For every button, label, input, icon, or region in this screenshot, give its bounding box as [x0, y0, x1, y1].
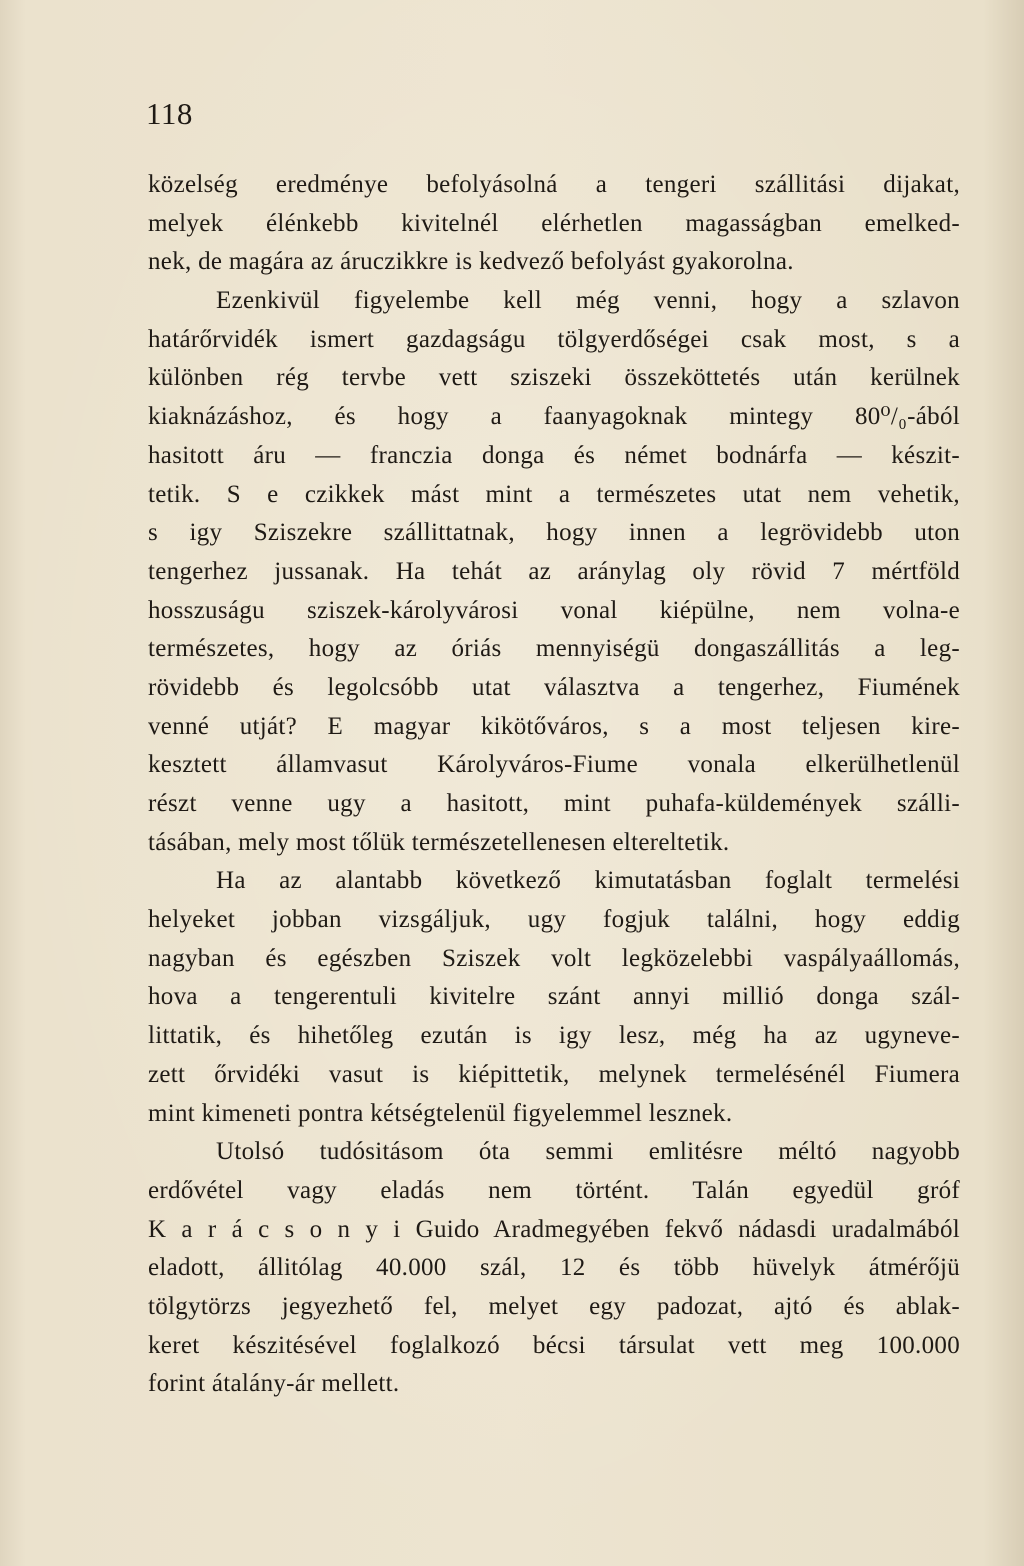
- text-line: nek, de magára az áruczikkre is kedvező befolyást gyakorolna.: [148, 248, 794, 276]
- text-line: venné utját? E magyar kikötőváros, s a most teljesen kire-: [148, 712, 960, 740]
- text-line: K a r á c s o n y i Guido Aradmegyében fekvő nádasdi uradalmából: [148, 1215, 960, 1243]
- text-line: tetik. S e czikkek mást mint a természetes utat nem vehetik,: [148, 480, 960, 508]
- text-line: mint kimeneti pontra kétségtelenül figyelemmel lesznek.: [148, 1099, 733, 1127]
- text-line: erdővétel vagy eladás nem történt. Talán egyedül gróf: [148, 1176, 960, 1204]
- body-text: [148, 166, 960, 1404]
- page-number: 118: [146, 96, 193, 131]
- text-line: zett őrvidéki vasut is kiépittetik, melynek termelésénél Fiumera: [148, 1060, 960, 1088]
- text-line: tásában, mely most tőlük természetellenesen eltereltetik.: [148, 828, 730, 856]
- text-line: természetes, hogy az óriás mennyiségü dongaszállitás a leg-: [148, 635, 960, 663]
- text-line: s igy Sziszekre szállittatnak, hogy innen a legrövidebb uton: [148, 519, 960, 547]
- text-line: határőrvidék ismert gazdagságu tölgyerdőségei csak most, s a: [148, 325, 960, 353]
- text-line: hasitott áru — franczia donga és német bodnárfa — készit-: [148, 441, 960, 469]
- text-line: forint átalány-ár mellett.: [148, 1370, 400, 1398]
- text-line: tengerhez jussanak. Ha tehát az aránylag oly rövid 7 mértföld: [148, 557, 960, 585]
- text-line: hosszuságu sziszek-károlyvárosi vonal kiépülne, nem volna-e: [148, 596, 960, 624]
- text-line: rövidebb és legolcsóbb utat választva a tengerhez, Fiumének: [148, 673, 960, 701]
- text-line: részt venne ugy a hasitott, mint puhafa-küldemények szálli-: [148, 790, 960, 817]
- text-line: különben rég tervbe vett sziszeki összeköttetés után kerülnek: [148, 364, 960, 392]
- text-line: tölgytörzs jegyezhető fel, melyet egy padozat, ajtó és ablak-: [148, 1292, 960, 1320]
- text-line: littatik, és hihetőleg ezután is igy lesz, még ha az ugyneve-: [148, 1022, 960, 1050]
- text-line: helyeket jobban vizsgáljuk, ugy fogjuk találni, hogy eddig: [148, 906, 960, 934]
- text-line: hova a tengerentuli kivitelre szánt annyi millió donga szál-: [148, 983, 960, 1011]
- text-line: közelség eredménye befolyásolná a tengeri szállitási dijakat,: [148, 171, 960, 198]
- text-line: Utolsó tudósitásom óta semmi emlitésre méltó nagyobb: [216, 1138, 960, 1166]
- text-line: eladott, állitólag 40.000 szál, 12 és több hüvelyk átmérőjü: [148, 1254, 960, 1282]
- text-line: Ezenkivül figyelembe kell még venni, hogy a szlavon: [216, 287, 960, 315]
- text-line: nagyban és egészben Sziszek volt legközelebbi vaspályaállomás,: [148, 944, 960, 972]
- text-line: kesztett államvasut Károlyváros-Fiume vonala elkerülhetlenül: [148, 751, 960, 779]
- text-line: Ha az alantabb következő kimutatásban foglalt termelési: [216, 867, 960, 895]
- text-line: melyek élénkebb kivitelnél elérhetlen magasságban emelked-: [148, 209, 960, 237]
- text-line: keret készitésével foglalkozó bécsi társulat vett meg 100.000: [148, 1331, 960, 1359]
- text-line: kiaknázáshoz, és hogy a faanyagoknak mintegy 80⁰/₀-ából: [148, 403, 960, 431]
